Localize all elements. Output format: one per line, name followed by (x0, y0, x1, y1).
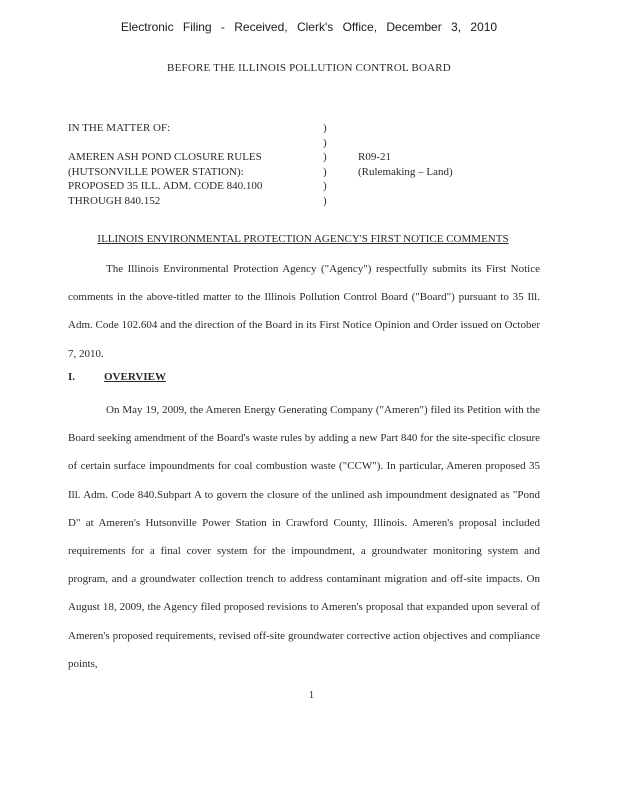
caption-paren: ) (323, 194, 327, 207)
caption-line: AMEREN ASH POND CLOSURE RULES (68, 151, 262, 163)
caption-line: PROPOSED 35 ILL. ADM. CODE 840.100 (68, 180, 263, 192)
intro-paragraph: The Illinois Environmental Protection Agency ("Agency") respectfully submits its First Notice comments in the above-titled matter to the Illinois Pollution Control Board ("Board") pursuant to 35 Ill. Adm. Code 102.604 and the direction of the Board in its First Notice Opinion and Order issued on October 7, 2010. (68, 263, 540, 360)
overview-paragraph: On May 19, 2009, the Ameren Energy Generating Company ("Ameren") filed its Petition with the Board seeking amendment of the Board's waste rules by adding a new Part 840 for the site-specific closure of certain surface impoundments for coal combustion waste ("CCW"). In particular, Ameren proposed 35 Ill. Adm. Code 840.Subpart A to govern the closure of the unlined ash impoundment designated as "Pond D" at Ameren's Hutsonville Power Station in Crawford County, Illinois. Ameren's proposal included requirements for a final cover system for the impoundment, a groundwater monitoring system and program, and a groundwater collection trench to address contaminant migration and off-site impacts. On August 18, 2009, the Agency filed proposed revisions to Ameren's proposal that expanded upon several of Ameren's proposed requirements, revised off-site groundwater corrective action objectives and compliance points, (68, 404, 540, 670)
caption-paren: ) (323, 122, 327, 134)
docket-line (358, 179, 528, 194)
caption-line: (HUTSONVILLE POWER STATION): (68, 165, 244, 178)
caption-matter-block (68, 121, 318, 208)
section-label: OVERVIEW (104, 371, 166, 383)
caption-paren: ) (323, 165, 327, 178)
caption-paren: ) (323, 151, 327, 163)
caption-docket-block (358, 121, 528, 208)
document-title: ILLINOIS ENVIRONMENTAL PROTECTION AGENCY'S FIRST NOTICE COMMENTS (97, 233, 509, 245)
docket-number: R09-21 (358, 151, 391, 163)
caption-line: THROUGH 840.152 (68, 194, 161, 207)
docket-type: (Rulemaking – Land) (358, 165, 453, 178)
caption-paren: ) (323, 136, 327, 149)
section-heading (68, 371, 166, 383)
docket-line (358, 121, 528, 136)
intro-paragraph-block (68, 255, 540, 368)
caption-line (68, 136, 318, 151)
caption-paren: ) (323, 180, 327, 192)
section-number: I. (68, 371, 76, 383)
overview-paragraph-block (68, 396, 540, 678)
page-number: 1 (309, 690, 314, 701)
docket-line (358, 136, 528, 151)
board-title: BEFORE THE ILLINOIS POLLUTION CONTROL BOARD (167, 62, 451, 74)
filing-stamp-header: Electronic Filing - Received, Clerk's Office, December 3, 2010 (120, 20, 498, 34)
caption-line: IN THE MATTER OF: (68, 122, 171, 134)
caption-parentheses (323, 121, 333, 208)
docket-line (358, 194, 528, 209)
